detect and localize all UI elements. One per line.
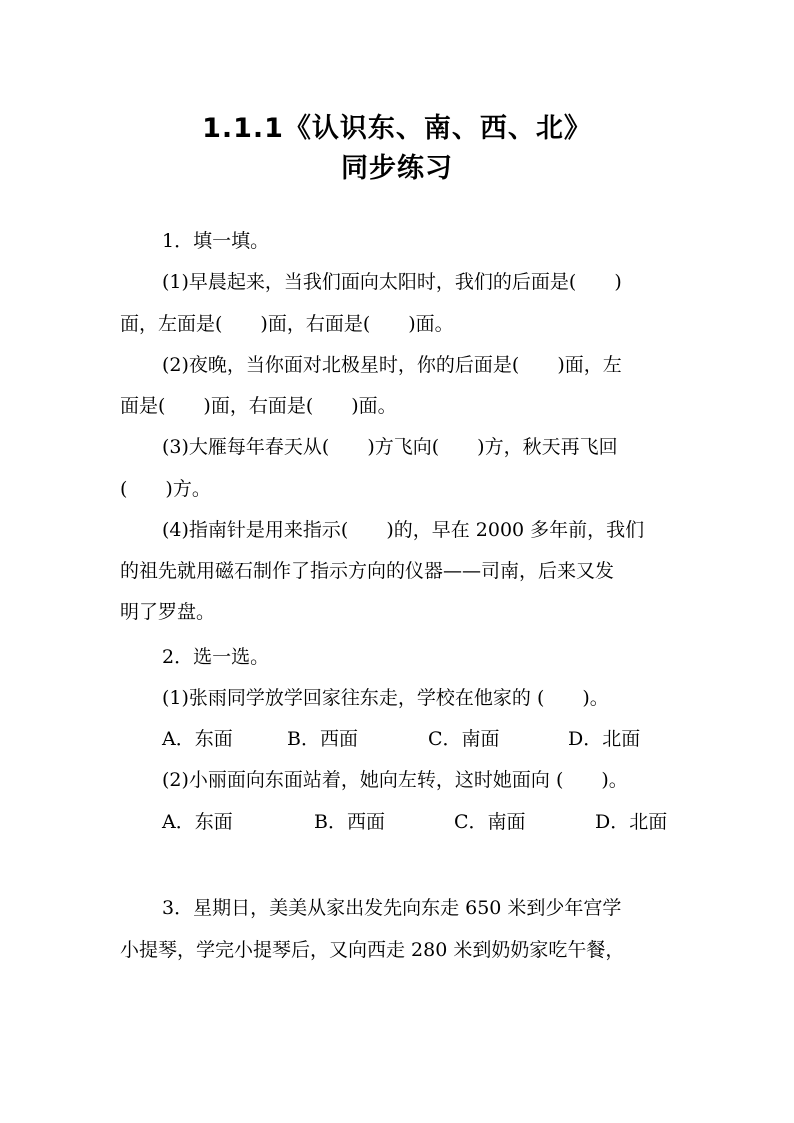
question-2-sub-2-question: (2)小丽面向东面站着，她向左转，这时她面向 ( )。: [162, 769, 628, 791]
question-1-part-1-line-2: 面，左面是( )面，右面是( )面。: [120, 313, 454, 335]
page-title: 1.1.1《认识东、南、西、北》: [202, 113, 592, 144]
question-1-part-2-line-2: 面是( )面，右面是( )面。: [120, 395, 397, 417]
option-c: C．南面: [428, 728, 500, 750]
question-2-sub-1-question: (1)张雨同学放学回家往东走，学校在他家的 ( )。: [162, 687, 609, 709]
question-1-part-3-line-1: (3)大雁每年春天从( )方飞向( )方，秋天再飞回: [162, 436, 618, 458]
question-1-part-4-line-1: (4)指南针是用来指示( )的，早在 2000 多年前，我们: [162, 519, 645, 541]
option-c: C．南面: [454, 811, 526, 833]
question-2-heading: 2．选一选。: [162, 646, 270, 668]
option-b: B．西面: [287, 728, 358, 750]
question-1-part-2-line-1: (2)夜晚，当你面对北极星时，你的后面是( )面，左: [162, 354, 622, 376]
option-d: D．北面: [595, 811, 668, 833]
question-3-line-2: 小提琴，学完小提琴后，又向西走 280 米到奶奶家吃午餐，: [120, 939, 625, 961]
question-1-heading: 1．填一填。: [162, 230, 270, 252]
page-subtitle: 同步练习: [341, 153, 453, 184]
option-b: B．西面: [314, 811, 385, 833]
option-a: A．东面: [162, 728, 233, 750]
question-1-part-1-line-1: (1)早晨起来，当我们面向太阳时，我们的后面是( ): [162, 271, 622, 293]
question-1-part-4-line-2: 的祖先就用磁石制作了指示方向的仪器——司南，后来又发: [120, 560, 615, 582]
question-1-part-4-line-3: 明了罗盘。: [120, 601, 216, 623]
question-1-part-3-line-2: ( )方。: [120, 478, 211, 500]
option-a: A．东面: [162, 811, 233, 833]
question-3-line-1: 3．星期日，美美从家出发先向东走 650 米到少年宫学: [162, 897, 622, 919]
option-d: D．北面: [568, 728, 641, 750]
